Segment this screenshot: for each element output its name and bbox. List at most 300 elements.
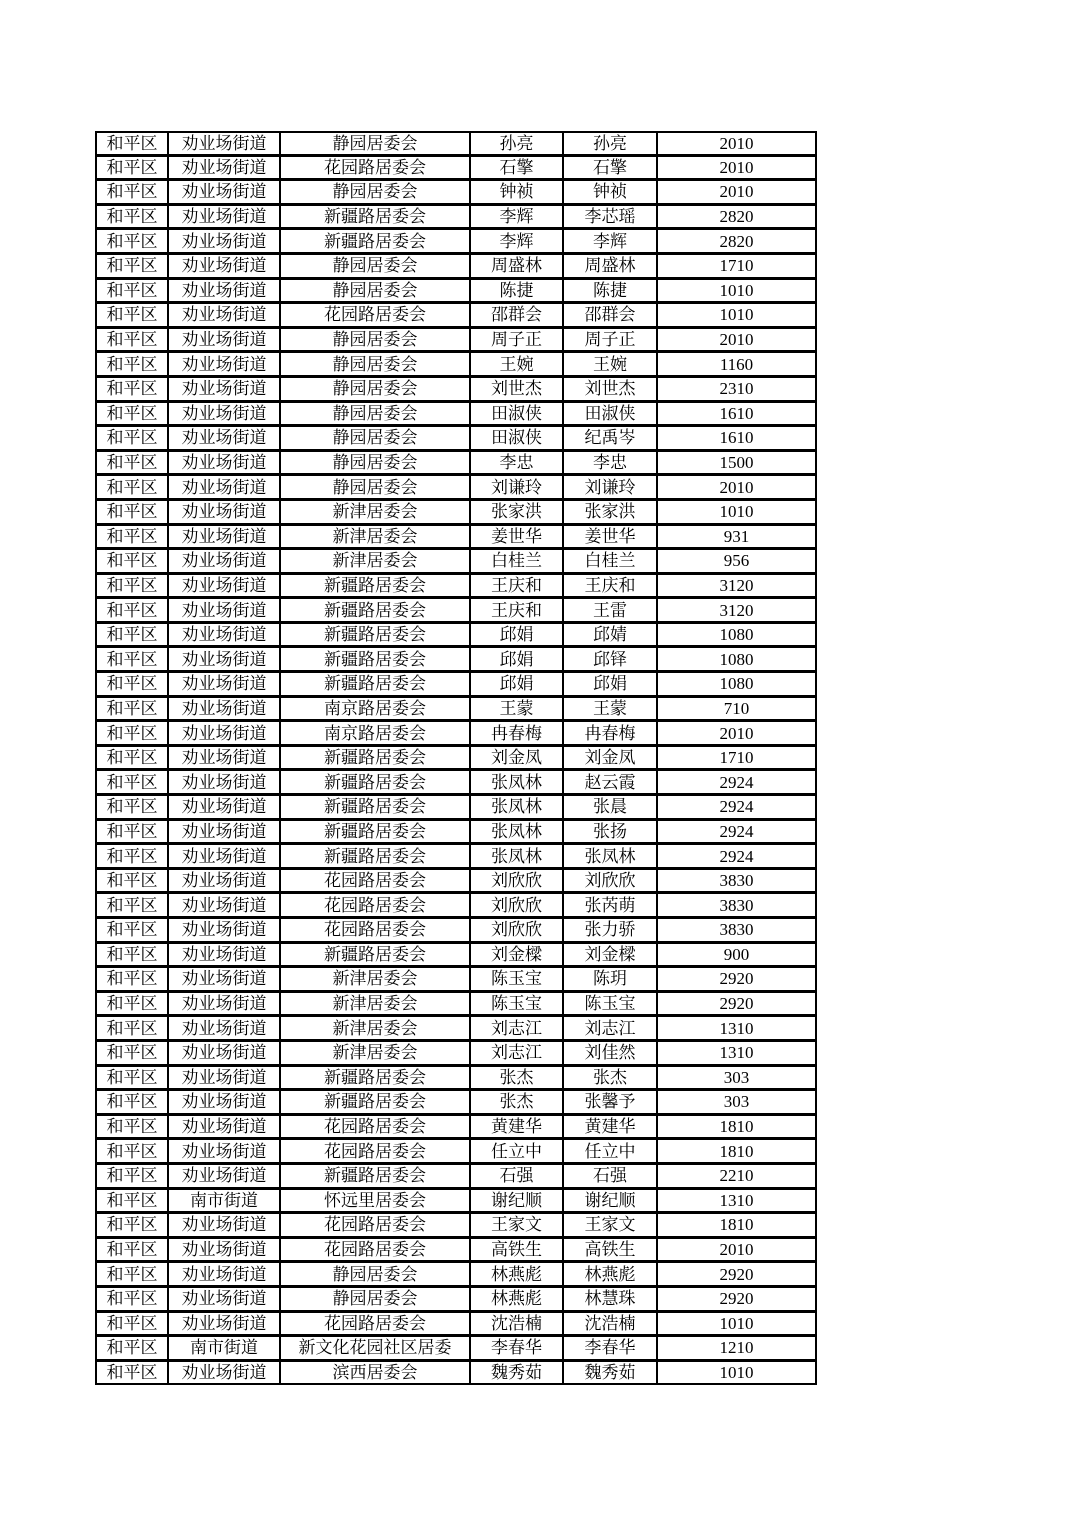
cell-name-2: 刘欣欣 [562, 869, 656, 894]
cell-committee: 静园居委会 [279, 426, 469, 451]
cell-name-1: 孙亮 [469, 131, 562, 156]
cell-name-2: 张晨 [562, 795, 656, 820]
cell-committee: 新疆路居委会 [279, 1066, 469, 1091]
cell-district: 和平区 [95, 426, 167, 451]
cell-committee: 南京路居委会 [279, 697, 469, 722]
cell-name-2: 纪禹岑 [562, 426, 656, 451]
cell-name-1: 沈浩楠 [469, 1312, 562, 1337]
cell-district: 和平区 [95, 672, 167, 697]
cell-name-2: 石擎 [562, 156, 656, 181]
cell-name-2: 王雷 [562, 598, 656, 623]
cell-district: 和平区 [95, 623, 167, 648]
cell-name-1: 谢纪顺 [469, 1189, 562, 1214]
cell-district: 和平区 [95, 1115, 167, 1140]
table-row [95, 844, 817, 869]
table-body [95, 131, 817, 1385]
table-row [95, 525, 817, 550]
cell-value: 2010 [656, 156, 817, 181]
cell-committee: 静园居委会 [279, 254, 469, 279]
cell-name-1: 王蒙 [469, 697, 562, 722]
cell-street: 劝业场街道 [167, 918, 279, 943]
cell-district: 和平区 [95, 180, 167, 205]
cell-district: 和平区 [95, 525, 167, 550]
cell-committee: 新津居委会 [279, 525, 469, 550]
cell-district: 和平区 [95, 156, 167, 181]
cell-name-2: 李春华 [562, 1336, 656, 1361]
table-row [95, 402, 817, 427]
cell-name-2: 姜世华 [562, 525, 656, 550]
cell-committee: 新津居委会 [279, 500, 469, 525]
table-row [95, 156, 817, 181]
cell-district: 和平区 [95, 574, 167, 599]
cell-name-1: 张杰 [469, 1066, 562, 1091]
cell-street: 劝业场街道 [167, 1312, 279, 1337]
cell-committee: 新疆路居委会 [279, 943, 469, 968]
table-row [95, 869, 817, 894]
table-row [95, 377, 817, 402]
cell-value: 3830 [656, 918, 817, 943]
cell-name-1: 田淑侠 [469, 426, 562, 451]
cell-name-1: 黄建华 [469, 1115, 562, 1140]
cell-name-2: 刘佳然 [562, 1041, 656, 1066]
cell-name-1: 邱娟 [469, 647, 562, 672]
cell-street: 劝业场街道 [167, 1238, 279, 1263]
cell-value: 1500 [656, 451, 817, 476]
cell-district: 和平区 [95, 131, 167, 156]
cell-value: 1080 [656, 623, 817, 648]
cell-street: 劝业场街道 [167, 156, 279, 181]
cell-name-1: 周子正 [469, 328, 562, 353]
cell-name-2: 李芯瑶 [562, 205, 656, 230]
cell-district: 和平区 [95, 1262, 167, 1287]
cell-name-2: 黄建华 [562, 1115, 656, 1140]
cell-name-2: 刘谦玲 [562, 475, 656, 500]
table-row [95, 672, 817, 697]
cell-value: 2920 [656, 1262, 817, 1287]
table-row [95, 1189, 817, 1214]
table-row [95, 1090, 817, 1115]
cell-value: 303 [656, 1066, 817, 1091]
table-row [95, 279, 817, 304]
cell-street: 劝业场街道 [167, 1139, 279, 1164]
cell-district: 和平区 [95, 1016, 167, 1041]
cell-name-2: 谢纪顺 [562, 1189, 656, 1214]
cell-name-2: 王蒙 [562, 697, 656, 722]
cell-value: 1610 [656, 402, 817, 427]
cell-street: 劝业场街道 [167, 1115, 279, 1140]
cell-district: 和平区 [95, 647, 167, 672]
cell-name-1: 张凤林 [469, 795, 562, 820]
cell-name-1: 石擎 [469, 156, 562, 181]
cell-value: 2310 [656, 377, 817, 402]
cell-street: 劝业场街道 [167, 1361, 279, 1386]
cell-committee: 花园路居委会 [279, 1213, 469, 1238]
cell-committee: 南京路居委会 [279, 721, 469, 746]
cell-district: 和平区 [95, 967, 167, 992]
table-row [95, 451, 817, 476]
cell-district: 和平区 [95, 1361, 167, 1386]
cell-street: 劝业场街道 [167, 131, 279, 156]
table-row [95, 721, 817, 746]
cell-street: 劝业场街道 [167, 1262, 279, 1287]
table-row [95, 746, 817, 771]
cell-name-2: 沈浩楠 [562, 1312, 656, 1337]
cell-committee: 新疆路居委会 [279, 672, 469, 697]
cell-street: 劝业场街道 [167, 943, 279, 968]
cell-value: 2010 [656, 721, 817, 746]
cell-committee: 花园路居委会 [279, 1238, 469, 1263]
cell-committee: 新津居委会 [279, 549, 469, 574]
cell-committee: 新津居委会 [279, 992, 469, 1017]
table-row [95, 1361, 817, 1386]
cell-street: 劝业场街道 [167, 229, 279, 254]
cell-name-1: 林燕彪 [469, 1262, 562, 1287]
table-row [95, 303, 817, 328]
cell-name-2: 刘金凤 [562, 746, 656, 771]
cell-district: 和平区 [95, 918, 167, 943]
cell-street: 劝业场街道 [167, 1090, 279, 1115]
table-row [95, 205, 817, 230]
cell-district: 和平区 [95, 1041, 167, 1066]
table-row [95, 967, 817, 992]
cell-committee: 怀远里居委会 [279, 1189, 469, 1214]
cell-street: 劝业场街道 [167, 451, 279, 476]
cell-street: 劝业场街道 [167, 1287, 279, 1312]
cell-name-1: 王庆和 [469, 574, 562, 599]
cell-name-1: 钟祯 [469, 180, 562, 205]
cell-street: 劝业场街道 [167, 352, 279, 377]
cell-district: 和平区 [95, 1139, 167, 1164]
table-row [95, 1139, 817, 1164]
cell-district: 和平区 [95, 229, 167, 254]
cell-value: 2010 [656, 328, 817, 353]
cell-name-2: 张家洪 [562, 500, 656, 525]
table-row [95, 1041, 817, 1066]
cell-street: 劝业场街道 [167, 426, 279, 451]
cell-committee: 新疆路居委会 [279, 820, 469, 845]
cell-value: 1010 [656, 303, 817, 328]
table-row [95, 180, 817, 205]
cell-district: 和平区 [95, 1336, 167, 1361]
cell-value: 1010 [656, 279, 817, 304]
cell-committee: 花园路居委会 [279, 303, 469, 328]
cell-name-2: 张扬 [562, 820, 656, 845]
cell-name-1: 石强 [469, 1164, 562, 1189]
cell-name-2: 邱婧 [562, 623, 656, 648]
cell-committee: 静园居委会 [279, 475, 469, 500]
cell-district: 和平区 [95, 279, 167, 304]
cell-name-1: 陈玉宝 [469, 992, 562, 1017]
cell-street: 劝业场街道 [167, 869, 279, 894]
cell-name-2: 邱铎 [562, 647, 656, 672]
cell-street: 劝业场街道 [167, 1066, 279, 1091]
cell-name-1: 魏秀茹 [469, 1361, 562, 1386]
cell-name-1: 李忠 [469, 451, 562, 476]
cell-name-1: 陈玉宝 [469, 967, 562, 992]
table-row [95, 426, 817, 451]
cell-value: 2010 [656, 180, 817, 205]
table-row [95, 943, 817, 968]
cell-district: 和平区 [95, 1164, 167, 1189]
table-row [95, 893, 817, 918]
cell-district: 和平区 [95, 328, 167, 353]
table-row [95, 549, 817, 574]
cell-district: 和平区 [95, 770, 167, 795]
cell-name-1: 田淑侠 [469, 402, 562, 427]
cell-value: 2924 [656, 770, 817, 795]
cell-committee: 静园居委会 [279, 451, 469, 476]
cell-district: 和平区 [95, 1090, 167, 1115]
cell-committee: 静园居委会 [279, 402, 469, 427]
cell-district: 和平区 [95, 943, 167, 968]
cell-name-2: 陈玉宝 [562, 992, 656, 1017]
cell-value: 710 [656, 697, 817, 722]
cell-committee: 新疆路居委会 [279, 1164, 469, 1189]
cell-name-2: 王家文 [562, 1213, 656, 1238]
cell-district: 和平区 [95, 1287, 167, 1312]
table-row [95, 795, 817, 820]
cell-value: 2010 [656, 1238, 817, 1263]
cell-committee: 新疆路居委会 [279, 795, 469, 820]
cell-committee: 新疆路居委会 [279, 598, 469, 623]
table-row [95, 1164, 817, 1189]
table-row [95, 1262, 817, 1287]
table-row [95, 770, 817, 795]
cell-name-1: 任立中 [469, 1139, 562, 1164]
cell-name-1: 白桂兰 [469, 549, 562, 574]
cell-committee: 新疆路居委会 [279, 647, 469, 672]
table-row [95, 328, 817, 353]
cell-committee: 滨西居委会 [279, 1361, 469, 1386]
cell-district: 和平区 [95, 549, 167, 574]
cell-committee: 静园居委会 [279, 1262, 469, 1287]
cell-street: 劝业场街道 [167, 795, 279, 820]
cell-name-2: 孙亮 [562, 131, 656, 156]
table-row [95, 254, 817, 279]
table-row [95, 1336, 817, 1361]
cell-name-2: 李忠 [562, 451, 656, 476]
cell-name-2: 陈玥 [562, 967, 656, 992]
cell-value: 3120 [656, 574, 817, 599]
cell-name-1: 张家洪 [469, 500, 562, 525]
cell-value: 3120 [656, 598, 817, 623]
cell-district: 和平区 [95, 205, 167, 230]
table-row [95, 1238, 817, 1263]
cell-district: 和平区 [95, 451, 167, 476]
cell-district: 和平区 [95, 893, 167, 918]
cell-name-2: 张凤林 [562, 844, 656, 869]
cell-value: 1710 [656, 254, 817, 279]
cell-name-1: 王庆和 [469, 598, 562, 623]
cell-committee: 静园居委会 [279, 352, 469, 377]
cell-name-2: 张芮萌 [562, 893, 656, 918]
cell-street: 劝业场街道 [167, 1164, 279, 1189]
cell-name-1: 林燕彪 [469, 1287, 562, 1312]
cell-name-2: 邵群会 [562, 303, 656, 328]
cell-name-1: 刘金樑 [469, 943, 562, 968]
cell-district: 和平区 [95, 254, 167, 279]
cell-street: 劝业场街道 [167, 328, 279, 353]
cell-committee: 静园居委会 [279, 1287, 469, 1312]
table-row [95, 820, 817, 845]
cell-committee: 花园路居委会 [279, 869, 469, 894]
cell-committee: 新疆路居委会 [279, 623, 469, 648]
cell-name-2: 邱娟 [562, 672, 656, 697]
cell-name-1: 张凤林 [469, 844, 562, 869]
cell-value: 2010 [656, 131, 817, 156]
cell-name-1: 张凤林 [469, 820, 562, 845]
cell-name-1: 李辉 [469, 229, 562, 254]
cell-street: 劝业场街道 [167, 992, 279, 1017]
cell-name-2: 田淑侠 [562, 402, 656, 427]
cell-district: 和平区 [95, 746, 167, 771]
cell-committee: 花园路居委会 [279, 918, 469, 943]
table-row [95, 1312, 817, 1337]
cell-value: 1610 [656, 426, 817, 451]
cell-name-2: 刘金樑 [562, 943, 656, 968]
cell-committee: 新文化花园社区居委 [279, 1336, 469, 1361]
cell-name-2: 陈捷 [562, 279, 656, 304]
cell-name-1: 王家文 [469, 1213, 562, 1238]
cell-name-1: 刘欣欣 [469, 918, 562, 943]
cell-value: 2820 [656, 205, 817, 230]
cell-value: 2924 [656, 795, 817, 820]
cell-street: 劝业场街道 [167, 180, 279, 205]
cell-committee: 静园居委会 [279, 328, 469, 353]
cell-name-2: 任立中 [562, 1139, 656, 1164]
cell-name-2: 李辉 [562, 229, 656, 254]
cell-name-1: 李春华 [469, 1336, 562, 1361]
cell-name-1: 王婉 [469, 352, 562, 377]
cell-value: 3830 [656, 869, 817, 894]
cell-district: 和平区 [95, 992, 167, 1017]
cell-street: 劝业场街道 [167, 844, 279, 869]
cell-value: 2210 [656, 1164, 817, 1189]
cell-value: 1310 [656, 1041, 817, 1066]
cell-name-2: 冉春梅 [562, 721, 656, 746]
cell-value: 1310 [656, 1189, 817, 1214]
cell-value: 1010 [656, 500, 817, 525]
table-row [95, 574, 817, 599]
table-row [95, 500, 817, 525]
cell-committee: 静园居委会 [279, 180, 469, 205]
cell-committee: 新疆路居委会 [279, 746, 469, 771]
cell-value: 1210 [656, 1336, 817, 1361]
cell-value: 1080 [656, 672, 817, 697]
cell-value: 1080 [656, 647, 817, 672]
cell-street: 劝业场街道 [167, 279, 279, 304]
cell-street: 劝业场街道 [167, 1213, 279, 1238]
cell-name-1: 周盛林 [469, 254, 562, 279]
cell-value: 2920 [656, 992, 817, 1017]
cell-street: 劝业场街道 [167, 549, 279, 574]
cell-committee: 静园居委会 [279, 279, 469, 304]
cell-name-1: 刘世杰 [469, 377, 562, 402]
cell-name-2: 刘志江 [562, 1016, 656, 1041]
table-row [95, 598, 817, 623]
cell-name-1: 刘谦玲 [469, 475, 562, 500]
cell-street: 劝业场街道 [167, 697, 279, 722]
cell-street: 劝业场街道 [167, 893, 279, 918]
table-row [95, 1066, 817, 1091]
cell-value: 2924 [656, 820, 817, 845]
cell-district: 和平区 [95, 795, 167, 820]
cell-street: 劝业场街道 [167, 1016, 279, 1041]
cell-name-2: 赵云霞 [562, 770, 656, 795]
cell-name-2: 林慧珠 [562, 1287, 656, 1312]
cell-district: 和平区 [95, 820, 167, 845]
cell-value: 1010 [656, 1361, 817, 1386]
cell-committee: 静园居委会 [279, 377, 469, 402]
cell-street: 劝业场街道 [167, 377, 279, 402]
cell-value: 1310 [656, 1016, 817, 1041]
cell-value: 2920 [656, 1287, 817, 1312]
cell-name-2: 张馨予 [562, 1090, 656, 1115]
cell-committee: 花园路居委会 [279, 1139, 469, 1164]
cell-name-2: 张力骄 [562, 918, 656, 943]
cell-value: 3830 [656, 893, 817, 918]
cell-name-1: 邱娟 [469, 672, 562, 697]
cell-value: 2920 [656, 967, 817, 992]
cell-value: 1810 [656, 1139, 817, 1164]
cell-name-1: 刘金凤 [469, 746, 562, 771]
table-row [95, 623, 817, 648]
cell-committee: 新津居委会 [279, 1041, 469, 1066]
cell-name-1: 刘欣欣 [469, 893, 562, 918]
cell-committee: 新疆路居委会 [279, 770, 469, 795]
cell-committee: 静园居委会 [279, 131, 469, 156]
table-row [95, 1016, 817, 1041]
cell-street: 劝业场街道 [167, 1041, 279, 1066]
cell-name-2: 白桂兰 [562, 549, 656, 574]
cell-district: 和平区 [95, 869, 167, 894]
cell-district: 和平区 [95, 598, 167, 623]
cell-value: 931 [656, 525, 817, 550]
cell-name-1: 刘欣欣 [469, 869, 562, 894]
cell-district: 和平区 [95, 377, 167, 402]
cell-value: 1810 [656, 1115, 817, 1140]
residents-table [95, 131, 817, 1385]
cell-street: 劝业场街道 [167, 303, 279, 328]
table-row [95, 475, 817, 500]
cell-name-2: 刘世杰 [562, 377, 656, 402]
cell-district: 和平区 [95, 844, 167, 869]
cell-street: 劝业场街道 [167, 967, 279, 992]
cell-name-2: 周盛林 [562, 254, 656, 279]
cell-committee: 花园路居委会 [279, 1115, 469, 1140]
cell-street: 南市街道 [167, 1189, 279, 1214]
cell-name-2: 石强 [562, 1164, 656, 1189]
table-row [95, 1213, 817, 1238]
cell-name-1: 高铁生 [469, 1238, 562, 1263]
cell-name-2: 王庆和 [562, 574, 656, 599]
cell-street: 劝业场街道 [167, 770, 279, 795]
cell-street: 劝业场街道 [167, 820, 279, 845]
cell-value: 900 [656, 943, 817, 968]
cell-committee: 新疆路居委会 [279, 574, 469, 599]
cell-street: 劝业场街道 [167, 402, 279, 427]
cell-district: 和平区 [95, 697, 167, 722]
cell-street: 劝业场街道 [167, 254, 279, 279]
cell-name-1: 李辉 [469, 205, 562, 230]
cell-committee: 花园路居委会 [279, 893, 469, 918]
table-row [95, 131, 817, 156]
cell-name-1: 刘志江 [469, 1041, 562, 1066]
table-row [95, 1115, 817, 1140]
cell-street: 劝业场街道 [167, 525, 279, 550]
cell-value: 2010 [656, 475, 817, 500]
cell-value: 2820 [656, 229, 817, 254]
